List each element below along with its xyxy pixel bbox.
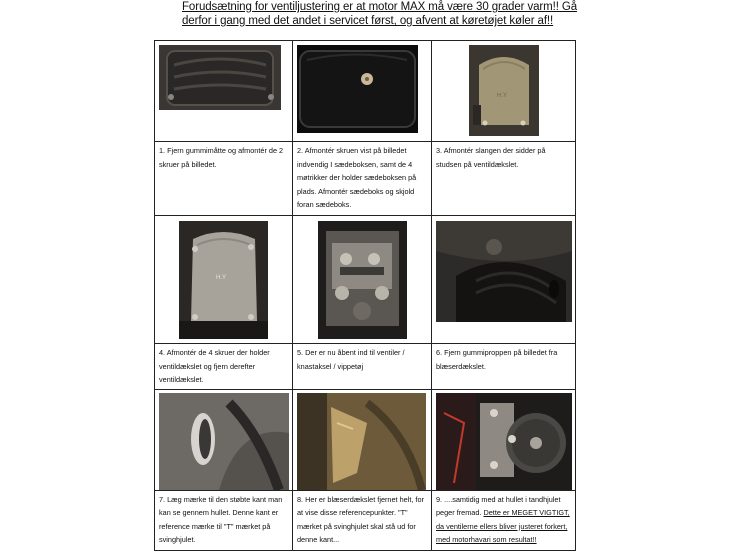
step-5-image-cell (293, 216, 432, 344)
step-2-photo (297, 45, 418, 133)
step-2-caption-cell (293, 142, 432, 216)
step-1-caption-cell (155, 142, 293, 216)
step-8-caption: 8. Her er blæserdækslet fjernet helt, for at vise disse referencepunkter. "T" mærket på svinghjulet skal stå ud for denne kant... (297, 494, 424, 544)
step-3-photo (469, 45, 539, 136)
step-5-caption: 5. Der er nu åbent ind til ventiler / knastaksel / vippetøj (297, 348, 405, 371)
instruction-grid (154, 40, 576, 551)
step-1-image-cell (155, 41, 293, 142)
step-9-image-cell (432, 389, 576, 490)
step-9-photo (436, 393, 572, 490)
step-3-caption-cell (432, 142, 576, 216)
page-header (182, 0, 602, 28)
header-line-1: Forudsætning for ventiljustering er at motor MAX må være 30 grader varm!! Gå (182, 1, 578, 13)
step-1-caption: 1. Fjern gummimåtte og afmontér de 2 skruer på billedet. (159, 146, 284, 169)
step-6-caption-cell (432, 344, 576, 390)
step-2-caption: 2. Afmontér skruen vist på billedet indvendig I sædeboksen, samt de 4 møtrikker der holder sædeboksen på plads. Afmontér sædeboks og skjold foran sædeboks. (297, 146, 417, 209)
step-5-caption-cell (293, 344, 432, 390)
step-7-photo (159, 393, 289, 490)
step-7-image-cell (155, 389, 293, 490)
step-4-image-cell (155, 216, 293, 344)
step-4-caption-cell (155, 344, 293, 390)
step-3-cover-label: H.Y (497, 93, 508, 99)
step-8-photo (297, 393, 426, 490)
step-8-caption-cell (293, 490, 432, 550)
step-9-caption-cell (432, 490, 576, 550)
step-1-photo (159, 45, 281, 110)
step-9-warning: Dette er MEGET VIGTIGT, da ventilerne ellers bliver justeret forkert, med motorhavari som resultat!! (436, 508, 570, 544)
step-3-caption: 3. Afmontér slangen der sidder på studsen på ventildækslet. (436, 146, 546, 169)
step-6-image-cell (432, 216, 576, 344)
step-6-photo (436, 221, 572, 322)
step-5-photo (318, 221, 407, 339)
step-2-image-cell (293, 41, 432, 142)
step-4-photo (179, 221, 268, 339)
step-8-image-cell (293, 389, 432, 490)
step-3-image-cell (432, 41, 576, 142)
step-4-cover-label: H.Y (216, 275, 227, 281)
step-7-caption-cell (155, 490, 293, 550)
header-line-2: derfor i gang med det andet i servicet først, og afvent at køretøjet køler af!! (182, 15, 554, 27)
step-6-caption: 6. Fjern gummiproppen på billedet fra blæserdækslet. (436, 348, 558, 371)
step-4-caption: 4. Afmontér de 4 skruer der holder ventildækslet og fjern derefter ventildækslet. (159, 348, 270, 384)
step-9-caption: 9. ....samtidig med at hullet i tandhjulet peger fremad. (436, 494, 561, 517)
step-7-caption: 7. Læg mærke til den støbte kant man kan se gennem hullet. Denne kant er reference mærke til "T" mærket på svinghjulet. (159, 494, 283, 544)
